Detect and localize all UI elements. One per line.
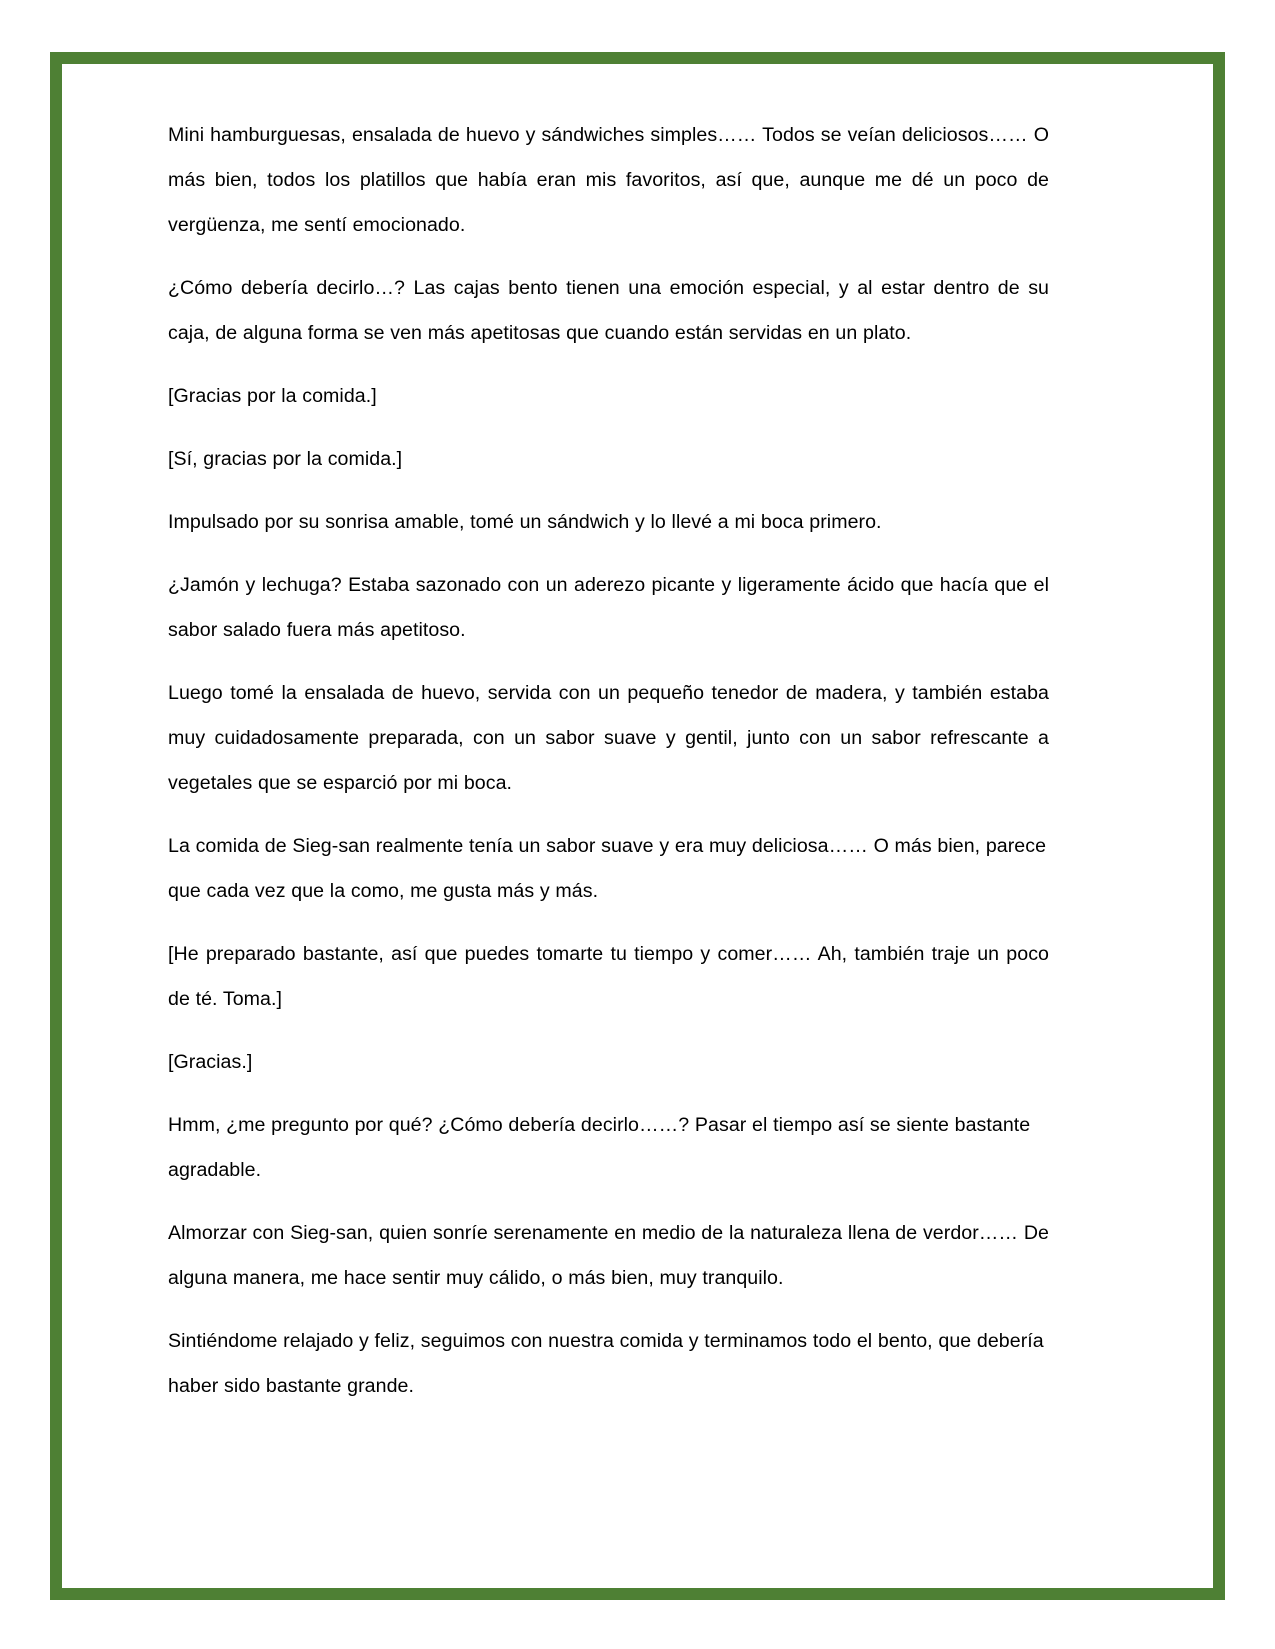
paragraph: Almorzar con Sieg-san, quien sonríe serenamente en medio de la naturaleza llena de verdor…… De alguna manera, me hace sentir muy cálido, o más bien, muy tranquilo.: [168, 1222, 1049, 1289]
paragraph: [Gracias.]: [168, 1051, 253, 1073]
paragraph: [Sí, gracias por la comida.]: [168, 448, 403, 470]
paragraph: Luego tomé la ensalada de huevo, servida con un pequeño tenedor de madera, y también estaba muy cuidadosamente preparada, con un sabor suave y gentil, junto con un sabor refrescante a vegetales que se esparció por mi boca.: [168, 682, 1049, 794]
paragraph: ¿Jamón y lechuga? Estaba sazonado con un aderezo picante y ligeramente ácido que hacía que el sabor salado fuera más apetitoso.: [168, 574, 1049, 641]
paragraph: ¿Cómo debería decirlo…? Las cajas bento tienen una emoción especial, y al estar dentro de su caja, de alguna forma se ven más apetitosas que cuando están servidas en un plato.: [168, 277, 1049, 344]
paragraph: La comida de Sieg-san realmente tenía un sabor suave y era muy deliciosa…… O más bien, parece que cada vez que la como, me gusta más y más.: [168, 835, 1047, 902]
paragraph: [He preparado bastante, así que puedes tomarte tu tiempo y comer…… Ah, también traje un poco de té. Toma.]: [168, 943, 1049, 1010]
paragraph: Mini hamburguesas, ensalada de huevo y sándwiches simples…… Todos se veían deliciosos…… O más bien, todos los platillos que había eran mis favoritos, así que, aunque me dé un poco de vergüenza, me sentí emocionado.: [168, 124, 1049, 236]
paragraph: Sintiéndome relajado y feliz, seguimos con nuestra comida y terminamos todo el bento, que debería haber sido bastante grande.: [168, 1330, 1044, 1397]
document-text-body: [168, 113, 1049, 1409]
paragraph: [Gracias por la comida.]: [168, 385, 377, 407]
paragraph: Impulsado por su sonrisa amable, tomé un sándwich y lo llevé a mi boca primero.: [168, 511, 882, 533]
paragraph: Hmm, ¿me pregunto por qué? ¿Cómo debería decirlo……? Pasar el tiempo así se siente bastante agradable.: [168, 1114, 1031, 1181]
